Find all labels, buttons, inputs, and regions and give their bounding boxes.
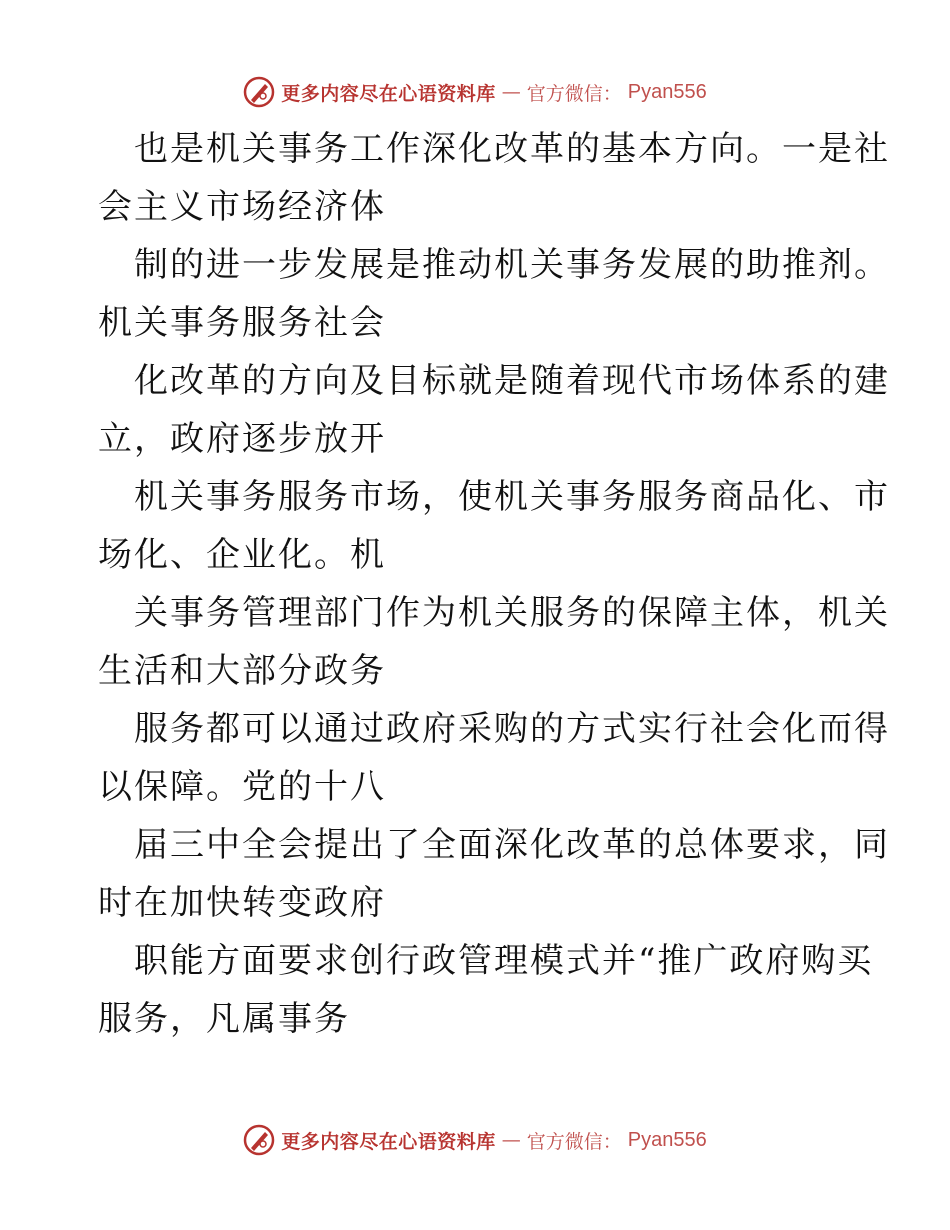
text-line: 服务，凡属事务 bbox=[98, 999, 350, 1039]
banner-wechat-id: Pyan556 bbox=[627, 80, 707, 103]
pen-logo-icon bbox=[243, 1124, 275, 1156]
banner-wechat-label: 官方微信： bbox=[526, 82, 622, 105]
text-line: 生活和大部分政务 bbox=[98, 651, 386, 691]
text-line: 化改革的方向及目标就是随着现代市场体系的建 bbox=[134, 361, 890, 401]
text-line: 服务都可以通过政府采购的方式实行社会化而得 bbox=[134, 709, 890, 749]
text-line: 机关事务服务社会 bbox=[98, 303, 386, 343]
banner-dash: — bbox=[501, 81, 521, 103]
text-line: 也是机关事务工作深化改革的基本方向。一是社 bbox=[134, 129, 890, 169]
pen-logo-icon bbox=[243, 76, 275, 108]
footer-banner bbox=[0, 1120, 950, 1160]
text-line: 会主义市场经济体 bbox=[98, 187, 386, 227]
text-line: 时在加快转变政府 bbox=[98, 883, 386, 923]
text-line: 届三中全会提出了全面深化改革的总体要求，同 bbox=[134, 825, 890, 865]
banner-main-text: 更多内容尽在心语资料库 bbox=[281, 82, 496, 105]
text-line: 关事务管理部门作为机关服务的保障主体，机关 bbox=[134, 593, 890, 633]
text-line: 场化、企业化。机 bbox=[98, 535, 386, 575]
banner-dash: — bbox=[501, 1129, 521, 1151]
text-line: 立，政府逐步放开 bbox=[98, 419, 386, 459]
text-line: 制的进一步发展是推动机关事务发展的助推剂。 bbox=[134, 245, 890, 285]
text-line: 职能方面要求创行政管理模式并“推广政府购买 bbox=[134, 941, 874, 981]
text-line: 以保障。党的十八 bbox=[98, 767, 386, 807]
banner-wechat-label: 官方微信： bbox=[526, 1130, 622, 1153]
banner-wechat-id: Pyan556 bbox=[627, 1128, 707, 1151]
banner-main-text: 更多内容尽在心语资料库 bbox=[281, 1130, 496, 1153]
text-line: 机关事务服务市场，使机关事务服务商品化、市 bbox=[134, 477, 890, 517]
document-body bbox=[98, 120, 890, 1048]
header-banner bbox=[0, 72, 950, 112]
